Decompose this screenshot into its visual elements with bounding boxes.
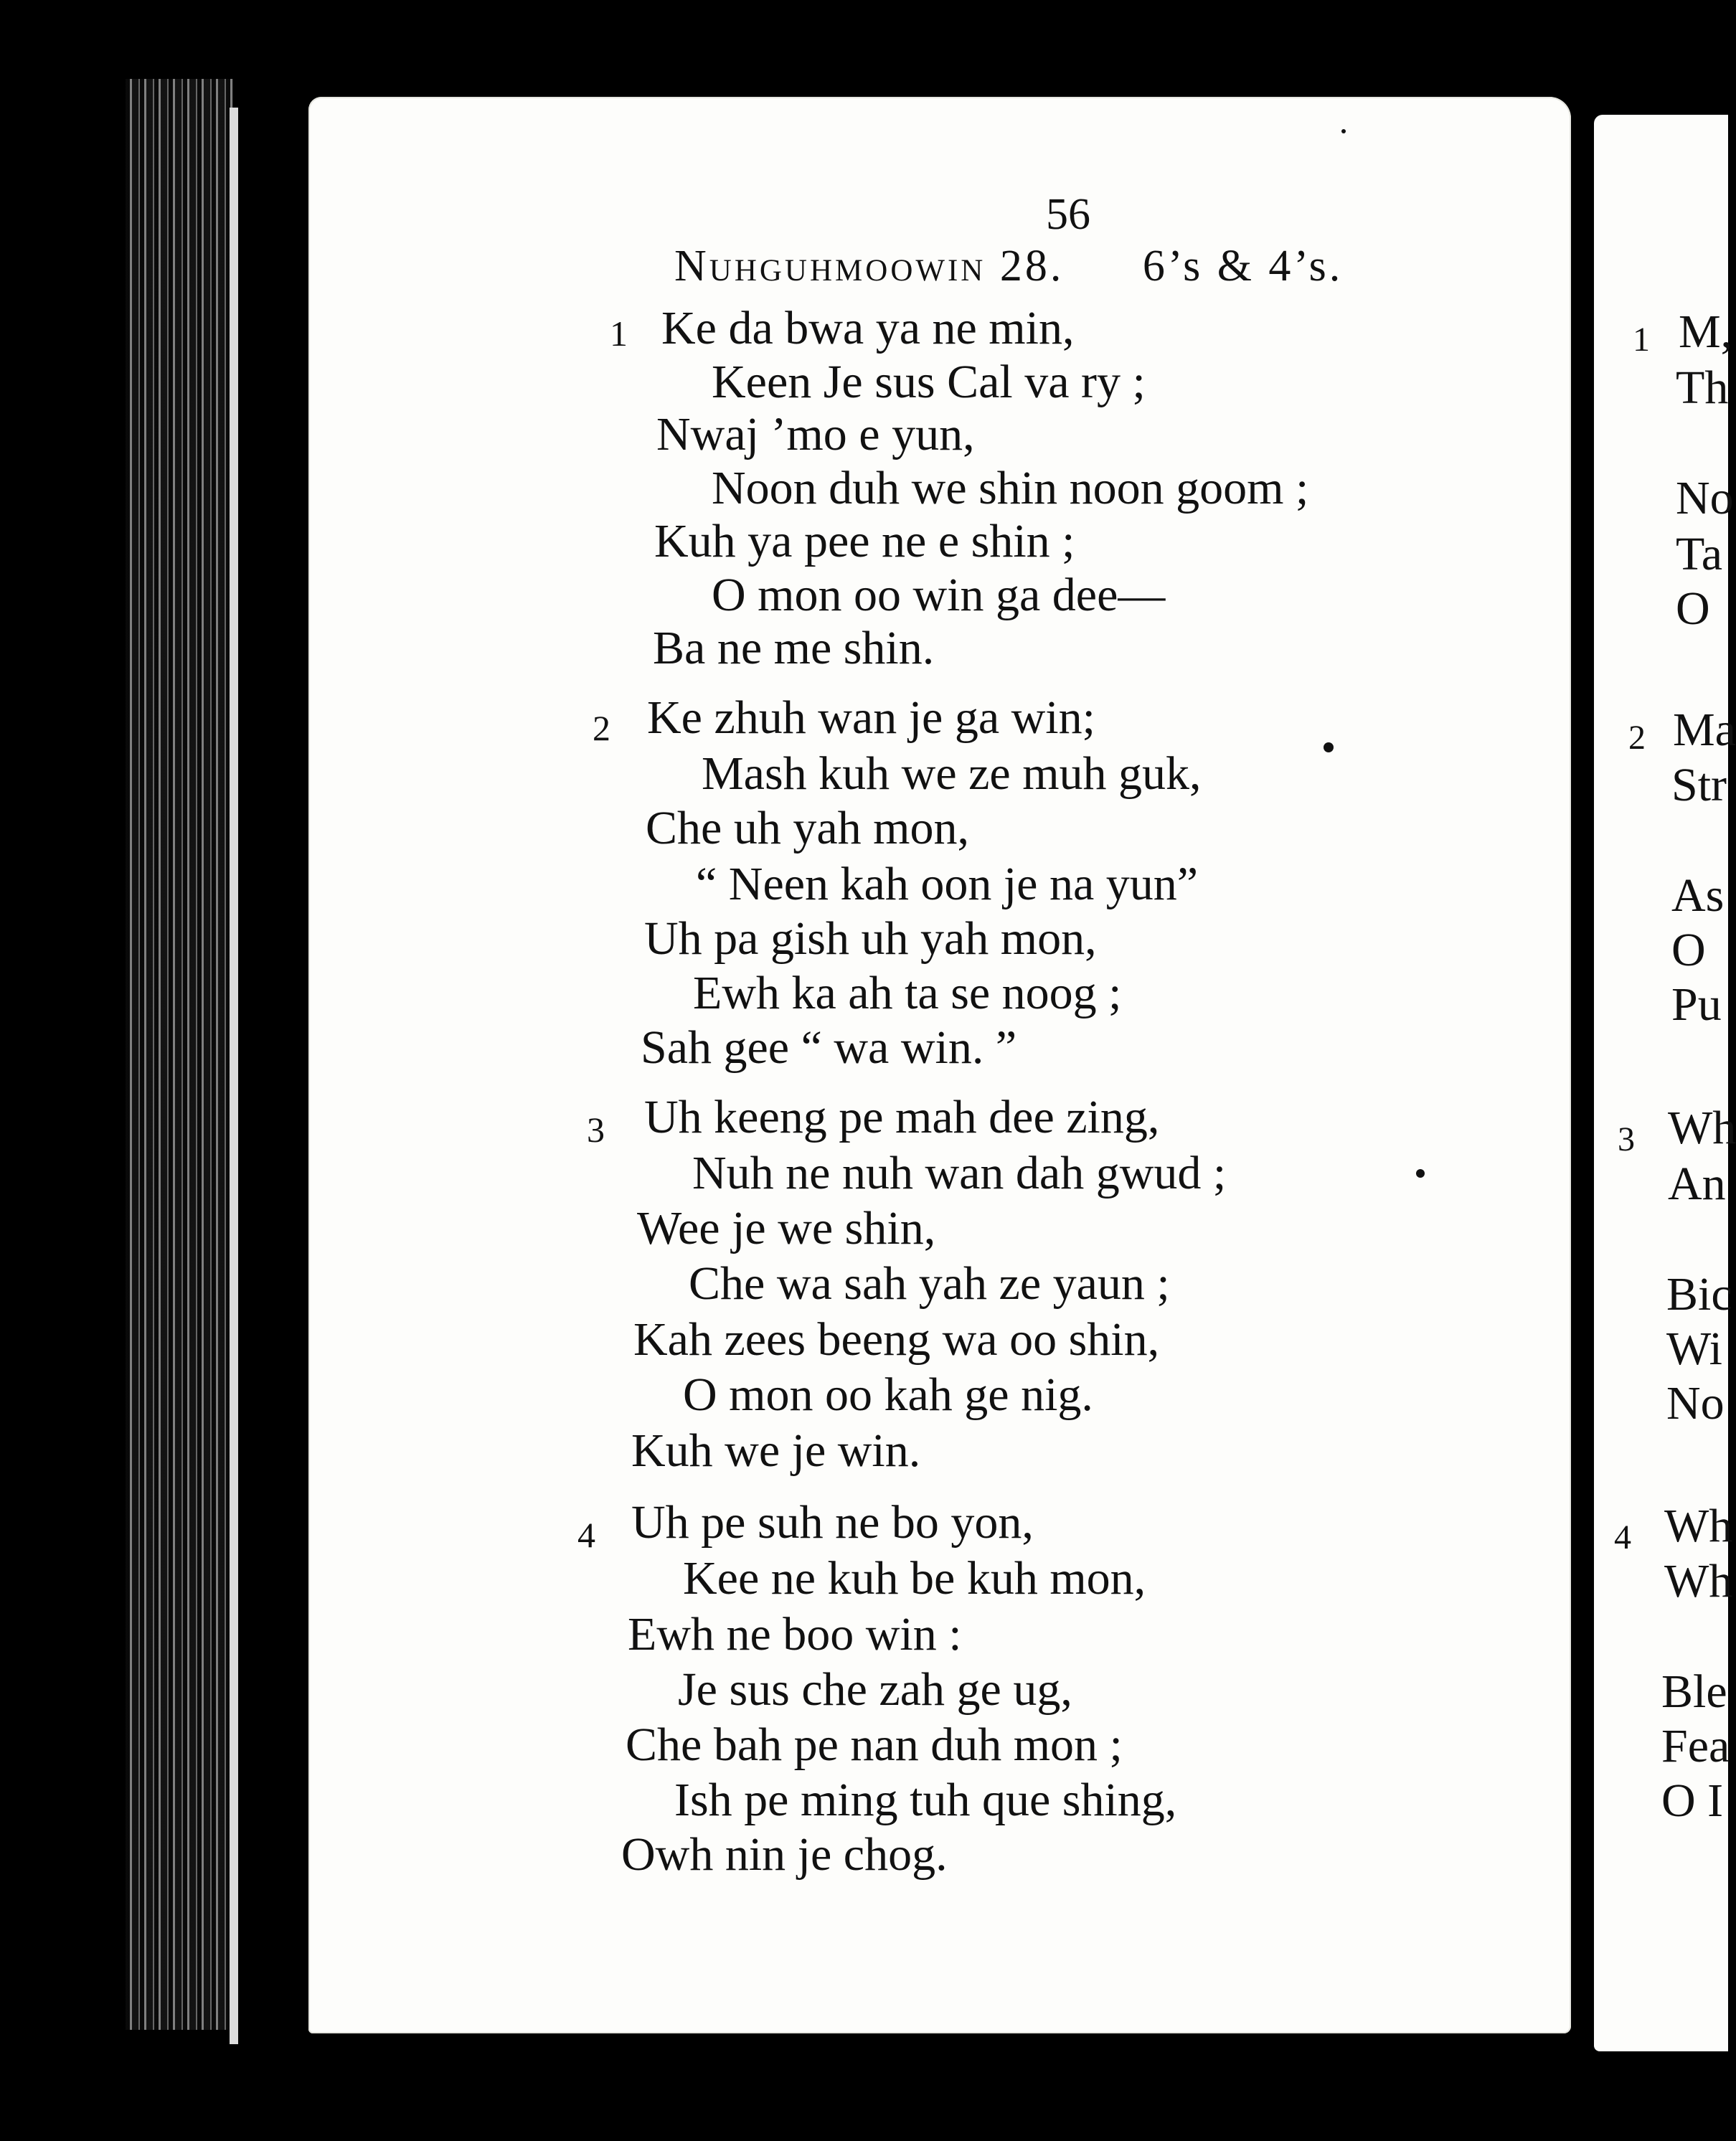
verse-number: 1	[610, 313, 628, 354]
verse-line: O mon oo win ga dee—	[712, 569, 1166, 621]
verse-line: Keen Je sus Cal va ry ;	[712, 356, 1146, 408]
verse-line: Ke da bwa ya ne min,	[661, 302, 1075, 354]
facing-line-fragment: Ma	[1673, 704, 1736, 756]
verse-number: 2	[593, 708, 610, 748]
verse-line: Ba ne me shin.	[653, 622, 935, 674]
facing-line-fragment: O I	[1661, 1774, 1724, 1827]
page-number: 56	[1046, 190, 1090, 239]
facing-verse-number: 3	[1618, 1120, 1635, 1158]
book-spine-edge	[126, 79, 233, 2030]
verse-line: Sah gee “ wa win. ”	[641, 1021, 1017, 1074]
facing-line-fragment: No	[1676, 472, 1734, 524]
hymn-title	[674, 244, 1343, 288]
verse-line: Nuh ne nuh wan dah gwud ;	[692, 1147, 1227, 1199]
facing-line-fragment: Wh	[1664, 1555, 1733, 1607]
verse-line: Owh nin je chog.	[621, 1828, 948, 1881]
facing-line-fragment: An	[1668, 1158, 1726, 1210]
scan-speck	[1416, 1169, 1425, 1178]
facing-line-fragment: Wh	[1668, 1102, 1736, 1154]
verse-line: Kuh ya pee ne e shin ;	[654, 515, 1075, 567]
facing-line-fragment: Pu	[1671, 978, 1722, 1031]
verse-line: O mon oo kah ge nig.	[683, 1369, 1093, 1421]
hymn-title-number: 28.	[999, 242, 1065, 290]
verse-number: 4	[577, 1515, 595, 1555]
verse-line: Che bah pe nan duh mon ;	[626, 1719, 1123, 1771]
facing-line-fragment: O	[1676, 582, 1710, 635]
facing-line-fragment: Ta	[1676, 528, 1723, 580]
facing-verse-number: 4	[1614, 1518, 1631, 1556]
verse-line: Ke zhuh wan je ga win;	[647, 691, 1095, 744]
verse-line: Ewh ka ah ta se noog ;	[693, 967, 1122, 1019]
verse-line: Je sus che zah ge ug,	[678, 1663, 1072, 1716]
verse-line: Ish pe ming tuh que shing,	[674, 1774, 1177, 1826]
facing-line-fragment: O	[1671, 924, 1706, 976]
facing-verse-number: 1	[1633, 321, 1650, 359]
facing-line-fragment: Bic	[1666, 1268, 1732, 1320]
scan-speck	[1324, 742, 1334, 752]
facing-line-fragment: Str	[1671, 759, 1727, 811]
verse-line: Uh pa gish uh yah mon,	[644, 912, 1097, 965]
verse-line: Uh pe suh ne bo yon,	[631, 1496, 1034, 1549]
verse-line: Nwaj ’mo e yun,	[656, 408, 975, 460]
facing-line-fragment: Wi	[1666, 1323, 1722, 1375]
verse-line: Kah zees beeng wa oo shin,	[633, 1313, 1160, 1366]
verse-line: Che wa sah yah ze yaun ;	[689, 1257, 1170, 1310]
verse-line: Kuh we je win.	[631, 1424, 921, 1477]
facing-verse-number: 2	[1628, 719, 1646, 757]
verse-line: Uh keeng pe mah dee zing,	[644, 1091, 1160, 1143]
facing-line-fragment: Ble	[1661, 1665, 1727, 1718]
facing-line-fragment: Wh	[1664, 1500, 1733, 1552]
facing-line-fragment: M,	[1679, 306, 1733, 358]
verse-line: “ Neen kah oon je na yun”	[696, 858, 1199, 910]
facing-line-fragment: Fea	[1661, 1720, 1730, 1772]
verse-line: Kee ne kuh be kuh mon,	[683, 1552, 1146, 1604]
scan-speck	[1341, 129, 1346, 133]
hymn-title-name: Nuhguhmoowin	[674, 242, 986, 290]
verse-line: Mash kuh we ze muh guk,	[702, 747, 1202, 800]
page-edge	[230, 108, 238, 2044]
verse-line: Ewh ne boo win :	[628, 1608, 962, 1660]
verse-line: Wee je we shin,	[637, 1202, 936, 1254]
verse-line: Che uh yah mon,	[646, 802, 969, 854]
hymn-meter: 6’s & 4’s.	[1142, 242, 1344, 290]
verse-line: Noon duh we shin noon goom ;	[712, 462, 1309, 514]
facing-line-fragment: As	[1671, 869, 1725, 922]
facing-line-fragment: Th	[1676, 361, 1729, 414]
verse-number: 3	[587, 1110, 605, 1150]
facing-line-fragment: No	[1666, 1377, 1725, 1429]
